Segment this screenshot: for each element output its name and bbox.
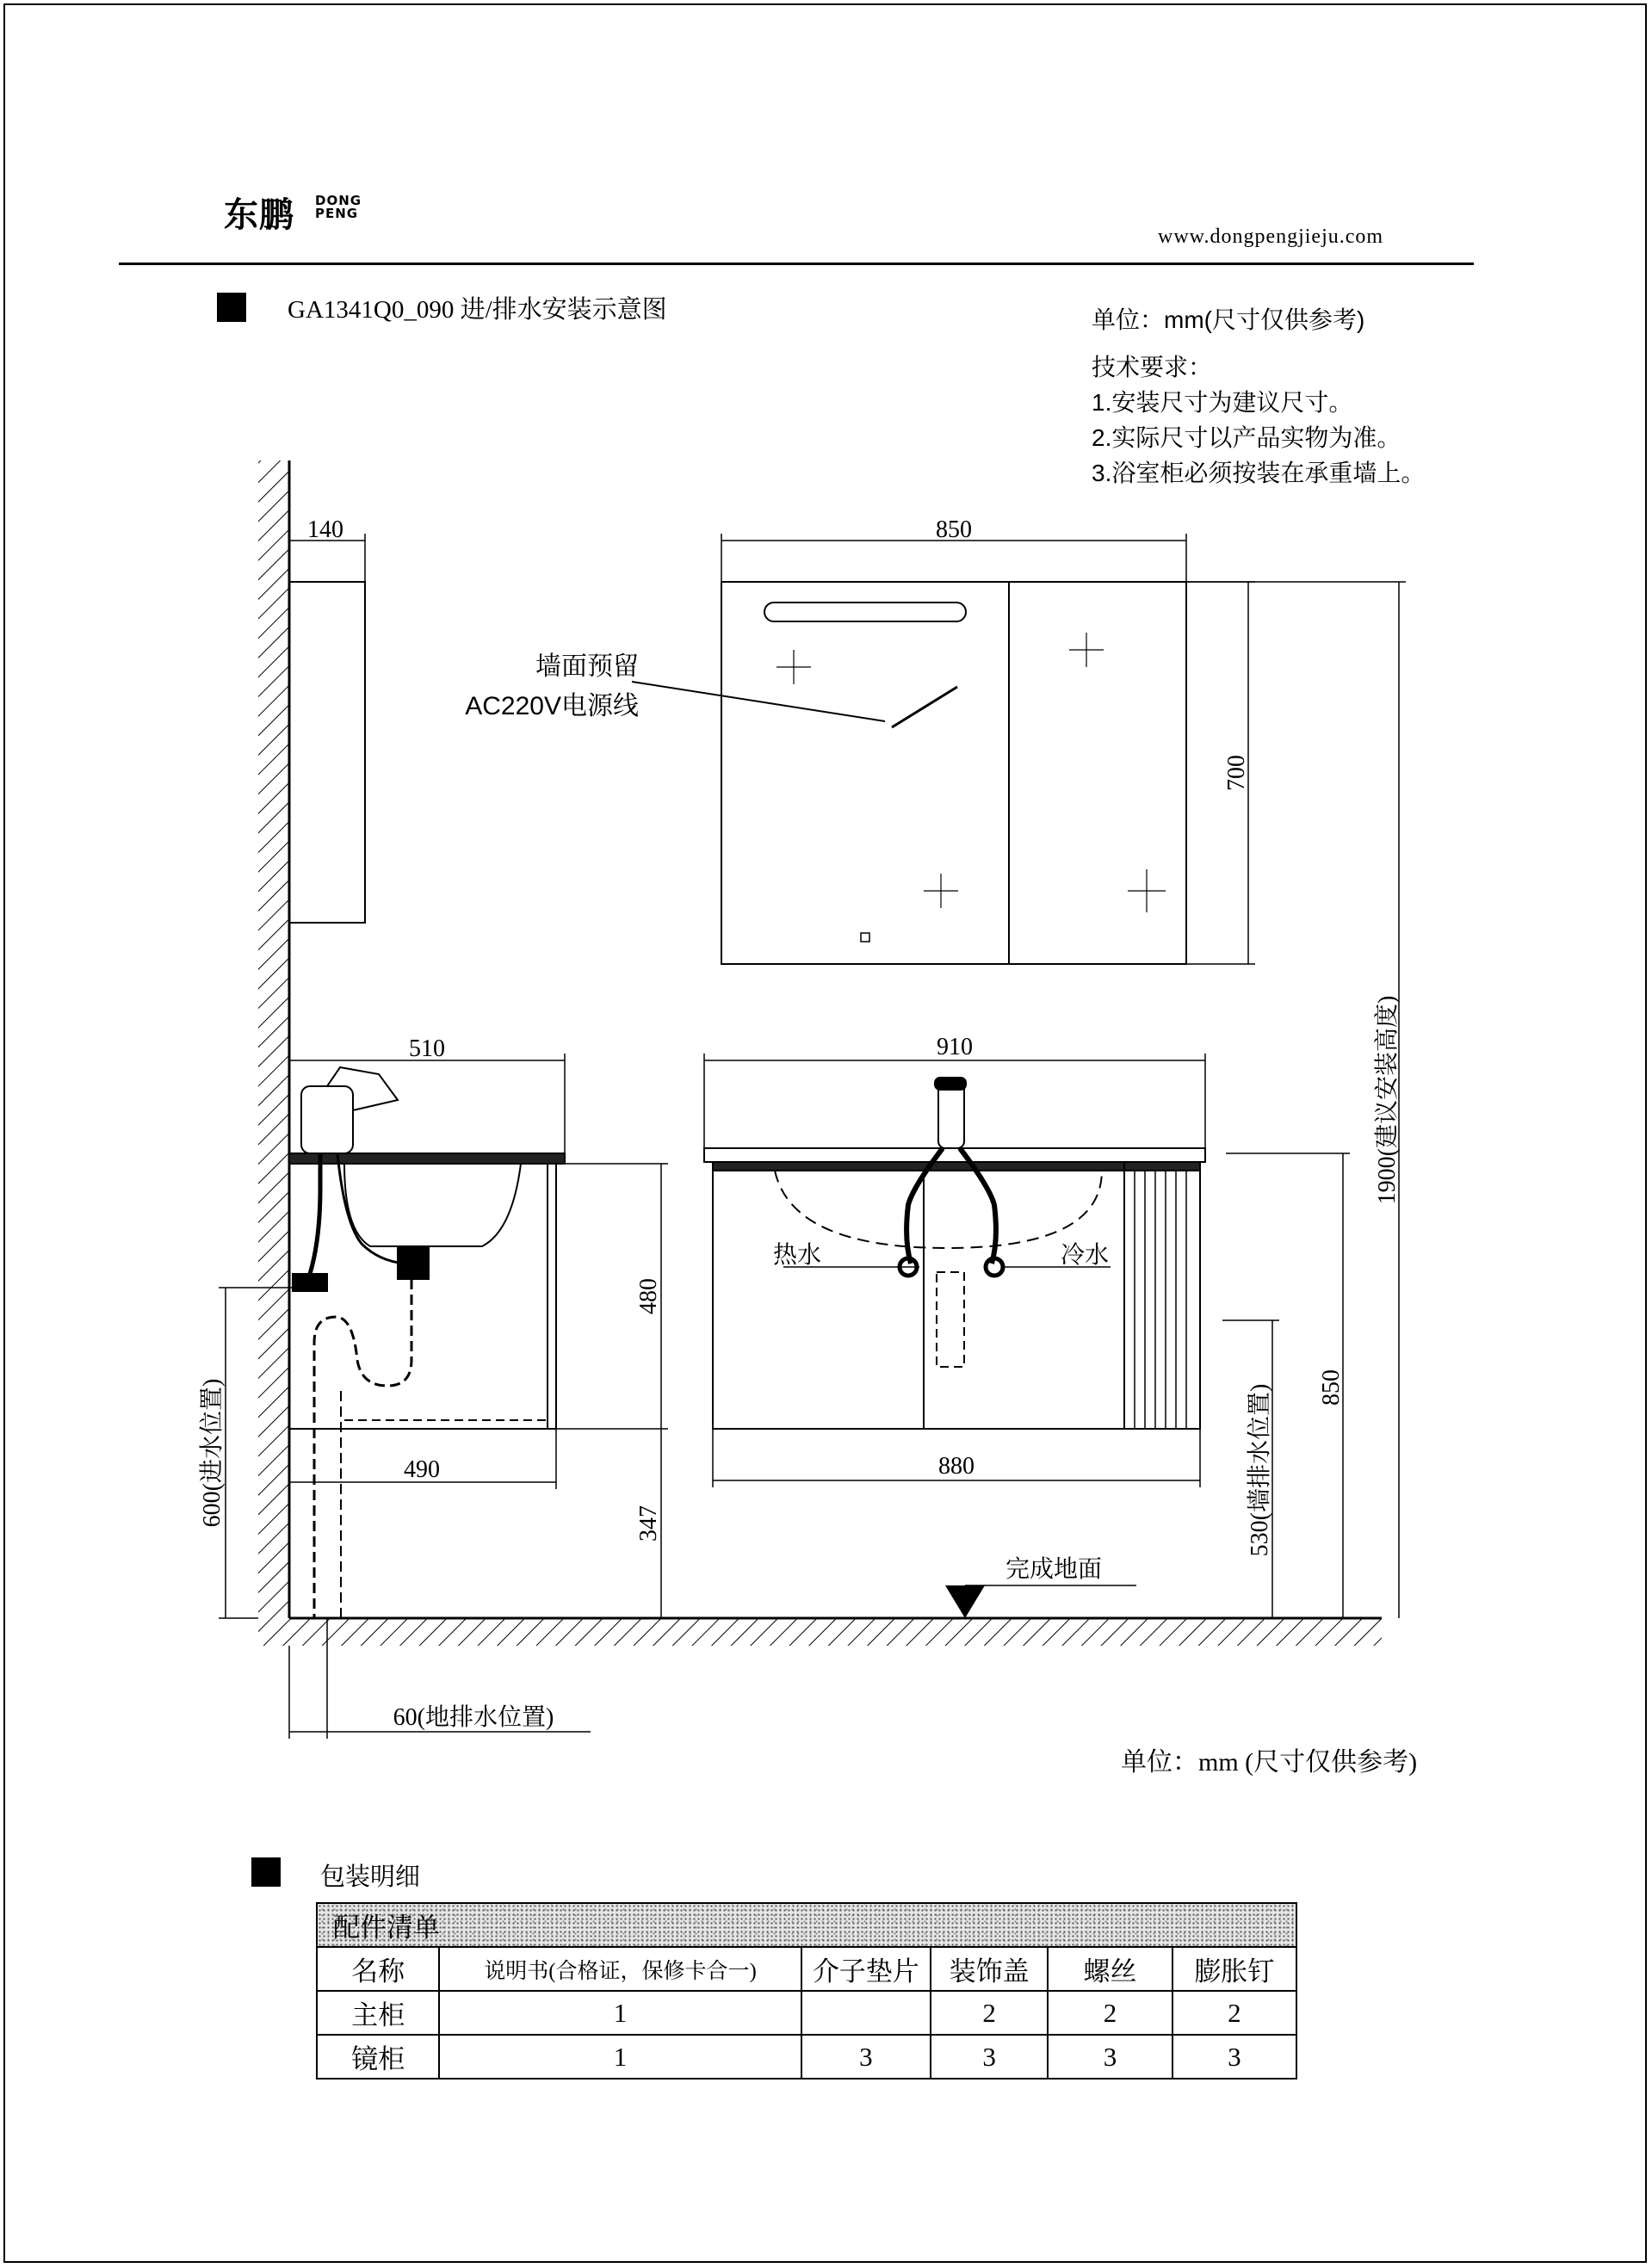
tech-item-1: 1.安装尺寸为建议尺寸。	[1092, 389, 1353, 416]
parts-header-row	[317, 1947, 1296, 1991]
col-header-name: 名称	[317, 1947, 439, 1991]
packing-title: 包装明细	[320, 1863, 421, 1891]
col-header-screw: 螺丝	[1048, 1947, 1172, 1991]
brand-logo-english-line2: PENG	[315, 206, 359, 221]
table-cell: 3	[1172, 2035, 1296, 2079]
floor-drain-position-label: 60(地排水位置)	[393, 1704, 554, 1731]
brand-logo-english-line1: DONG	[315, 193, 362, 208]
table-cell: 3	[1048, 2035, 1172, 2079]
cold-water-label: 冷水	[1061, 1242, 1110, 1269]
table-cell: 镜柜	[317, 2035, 439, 2079]
vanity-drawer-fluting	[1135, 1171, 1186, 1429]
table-cell: 2	[1172, 1991, 1296, 2035]
parts-caption-row	[317, 1903, 1296, 1947]
power-leader-line	[632, 682, 885, 721]
dim-front-top	[704, 1054, 1205, 1148]
tech-item-3: 3.浴室柜必须按装在承重墙上。	[1092, 460, 1426, 486]
website-url: www.dongpengjieju.com	[1158, 226, 1384, 248]
parts-caption: 配件清单	[317, 1903, 1296, 1947]
section-title: GA1341Q0_090 进/排水安装示意图	[288, 296, 667, 324]
table-cell: 3	[931, 2035, 1048, 2079]
table-cell: 1	[439, 1991, 801, 2035]
sparkle-icon	[777, 633, 1166, 912]
dim-cabinet-height-label: 480	[635, 1278, 662, 1314]
table-cell: 3	[801, 2035, 931, 2079]
wall-power-label-1: 墙面预留	[535, 652, 639, 681]
unit-note-bottom: 单位：mm (尺寸仅供参考)	[1121, 1748, 1418, 1777]
col-header-manual: 说明书(合格证，保修卡合一)	[439, 1947, 801, 1991]
table-row	[317, 2035, 1296, 2079]
table-row	[317, 1991, 1296, 2035]
mirror-cabinet-side	[289, 582, 365, 923]
wall-drain-position-label: 530(墙排水位置)	[1247, 1383, 1273, 1557]
vanity-side-view	[289, 1067, 565, 1618]
hot-water-label: 热水	[773, 1242, 822, 1269]
brand-logo-chinese: 东鹏	[224, 195, 294, 235]
floor-hatching	[258, 1618, 1382, 1646]
dim-mirror-height-label: 700	[1223, 755, 1250, 791]
mirror-cabinet-front	[721, 582, 1186, 964]
wall-hatching	[258, 460, 289, 1618]
table-cell	[801, 1991, 931, 2035]
unit-note-top: 单位：mm(尺寸仅供参考)	[1092, 306, 1365, 333]
table-cell: 2	[1048, 1991, 1172, 2035]
dim-install-height-label: 850	[1318, 1369, 1345, 1406]
dim-side-top-label: 510	[409, 1035, 445, 1062]
table-cell: 2	[931, 1991, 1048, 2035]
inlet-position-label: 600(进水位置)	[199, 1378, 226, 1528]
tech-title: 技术要求：	[1092, 354, 1213, 380]
dim-front-top-label: 910	[937, 1034, 973, 1060]
parts-list-table	[316, 1902, 1297, 2080]
table-cell: 主柜	[317, 1991, 439, 2035]
table-cell: 1	[439, 2035, 801, 2079]
col-header-cover: 装饰盖	[931, 1947, 1048, 1991]
tech-item-2: 2.实际尺寸以产品实物为准。	[1092, 424, 1401, 451]
dim-floor-clearance-label: 347	[635, 1505, 662, 1542]
dim-total-height-label: 1900(建议安装高度)	[1374, 995, 1401, 1205]
dim-mirror-depth-label: 140	[307, 516, 343, 543]
dim-front-bottom-label: 880	[938, 1453, 974, 1480]
dim-side-bottom-label: 490	[404, 1456, 440, 1483]
dim-mirror-width-label: 850	[936, 516, 972, 543]
dim-side-top	[289, 1054, 565, 1153]
finished-floor-marker	[945, 1585, 1136, 1618]
packing-bullet-square	[251, 1857, 281, 1887]
wall-power-label-2: AC220V电源线	[465, 692, 639, 720]
col-header-washer: 介子垫片	[801, 1947, 931, 1991]
finished-floor-label: 完成地面	[1005, 1556, 1103, 1583]
col-header-anchor: 膨胀钉	[1172, 1947, 1296, 1991]
dim-total-height	[1186, 582, 1406, 1618]
